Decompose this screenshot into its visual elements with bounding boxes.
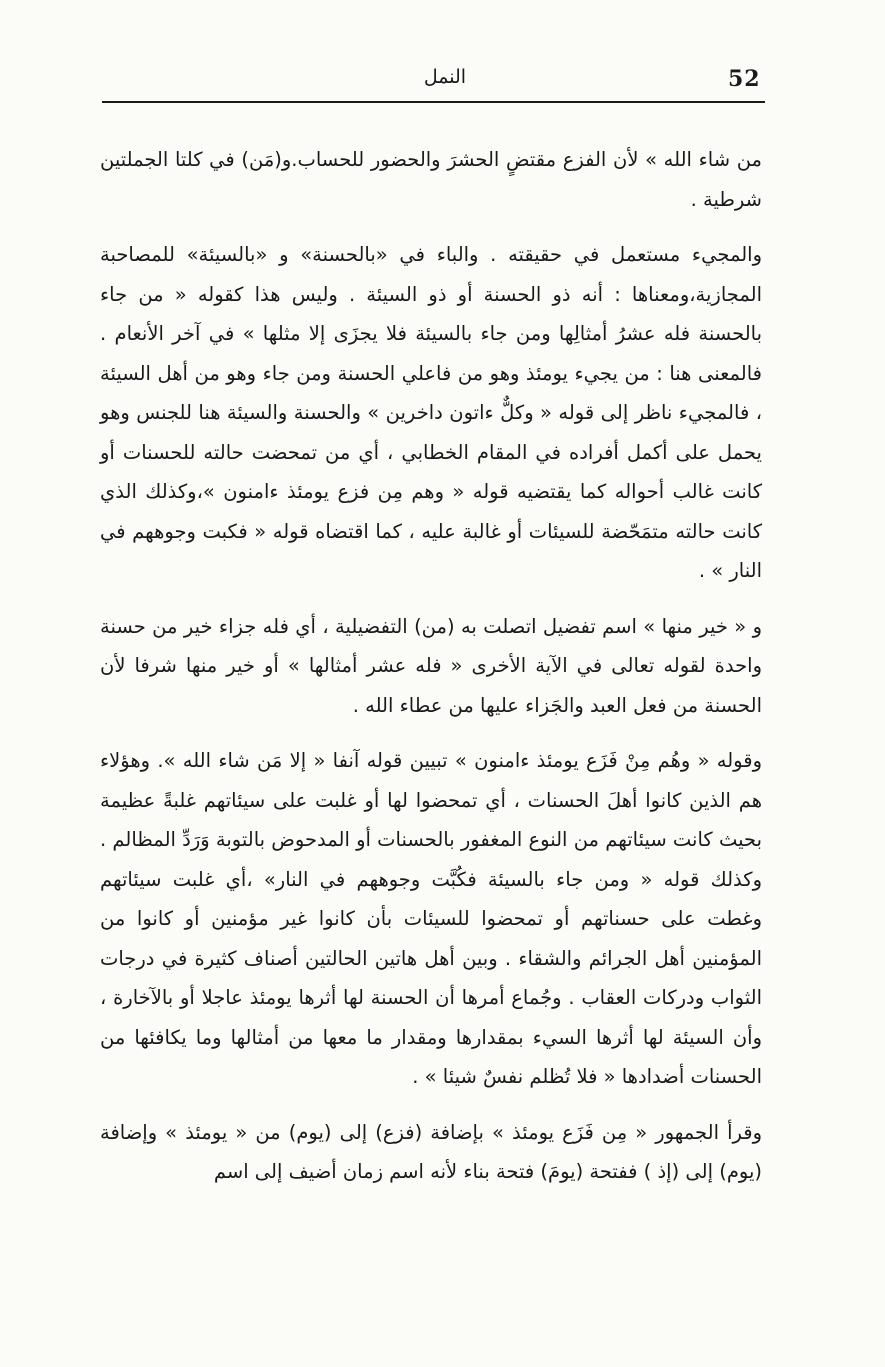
body-text	[100, 140, 762, 1192]
page-header	[100, 58, 765, 102]
page-number: 52	[728, 66, 761, 92]
paragraph-2: والمجيء مستعمل في حقيقته . والباء في «بالحسنة» و «بالسيئة» للمصاحبة المجازية،ومعناها : أنه ذو الحسنة أو ذو السيئة . وليس هذا كقوله « من جاء بالحسنة فله عشرُ أمثالِها ومن جاء بالسيئة فلا يجزَى إلا مثلها » في آخر الأنعام . فالمعنى هنا : من يجيء يومئذ وهو من فاعلي الحسنة ومن جاء وهو من أهل السيئة ، فالمجيء ناظر إلى قوله « وكلٌّ ءاتون داخرين » والحسنة والسيئة هنا للجنس وهو يحمل على أكمل أفراده في المقام الخطابي ، أي من تمحضت حالته للحسنات أو كانت غالب أحواله كما يقتضيه قوله « وهم مِن فزع يومئذ ءامنون »،وكذلك الذي كانت حالته متمَحّضة للسيئات أو غالبة عليه ، كما اقتضاه قوله « فكبت وجوههم في النار » .	[100, 243, 762, 582]
paragraph-5: وقرأ الجمهور « مِن فَزَع يومئذ » بإضافة (فزع) إلى (يوم) من « يومئذ » وإضافة (يوم) إلى (إذ ) ففتحة (يومَ) فتحة بناء لأنه اسم زمان أضيف إلى اسم	[100, 1120, 762, 1183]
running-title: النمل	[423, 66, 467, 88]
paragraph-1: من شاء الله » لأن الفزع مقتضٍ الحشرَ والحضور للحساب.و(مَن) في كلتا الجملتين شرطية .	[100, 148, 762, 211]
paragraph-4: وقوله « وهُم مِنْ فَزَع يومئذ ءامنون » تبيين قوله آنفا « إلا مَن شاء الله ». وهؤلاء هم الذين كانوا أهلَ الحسنات ، أي تمحضوا لها أو غلبت على سيئاتهم غلبةً عظيمة بحيث كانت سيئاتهم من النوع المغفور بالحسنات أو المدحوض بالتوبة وَرَدِّ المظالم . وكذلك قوله « ومن جاء بالسيئة فكُبَّت وجوههم في النار» ،أي غلبت سيئاتهم وغطت على حسناتهم أو تمحضوا للسيئات بأن كانوا غير مؤمنين أو كانوا من المؤمنين أهل الجرائم والشقاء . وبين أهل هاتين الحالتين أصناف كثيرة في درجات الثواب ودركات العقاب . وجُماع أمرها أن الحسنة لها أثرها يومئذ عاجلا أو بالآخارة ، وأن السيئة لها أثرها السيء بمقدارها ومقدار ما معها من أمثالها وما يكافئها من الحسنات أضدادها « فلا تُظلم نفسٌ شيئا » .	[100, 749, 762, 1088]
header-rule	[102, 101, 765, 103]
paragraph-3: و « خير منها » اسم تفضيل اتصلت به (من) التفضيلية ، أي فله جزاء خير من حسنة واحدة لقوله تعالى في الآية الأخرى « فله عشر أمثالها » أو خير منها شرفا لأن الحسنة من فعل العبد والجَزاء عليها من عطاء الله .	[100, 614, 762, 717]
